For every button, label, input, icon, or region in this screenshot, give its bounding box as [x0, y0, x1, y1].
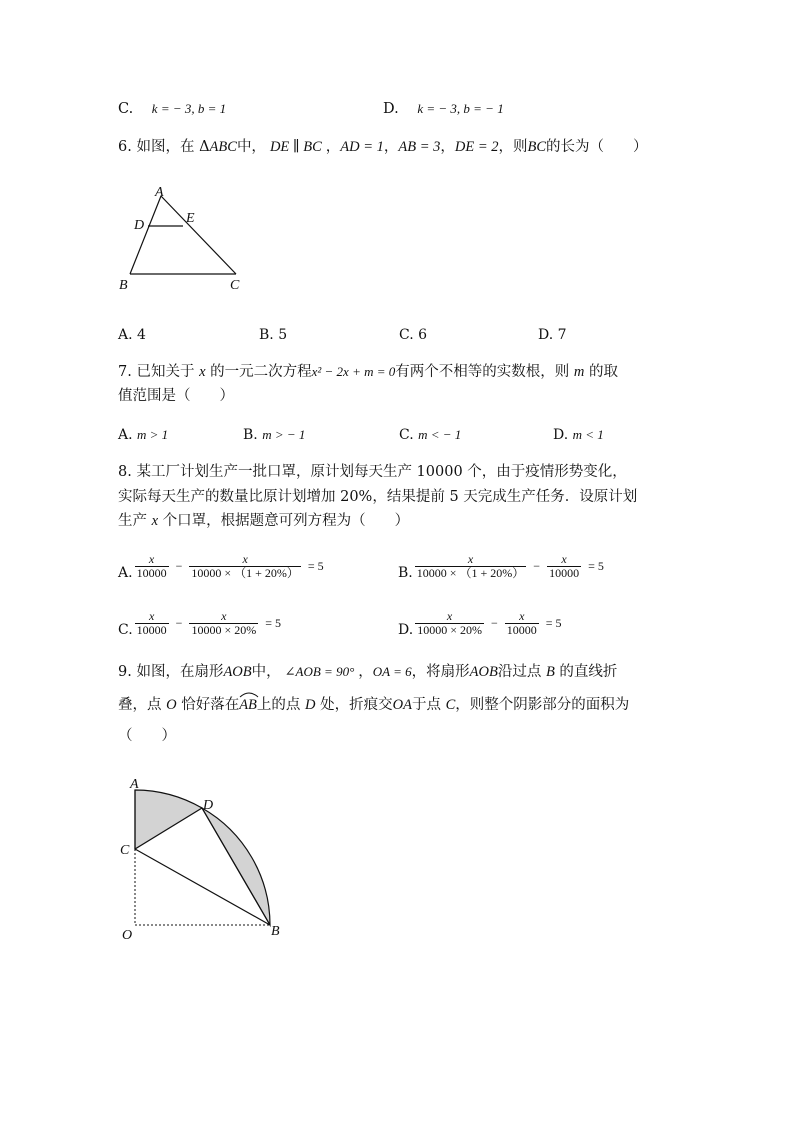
vertex-label-d: D — [134, 218, 145, 233]
q6-option-c[interactable]: C. 6 — [399, 327, 428, 343]
vertex-label-c: C — [230, 278, 240, 293]
option-label: C. — [118, 622, 133, 638]
q8-option-c[interactable] — [118, 606, 286, 640]
q6-stem: 6. 如图，在 ΔABC中， DE ∥ BC ，AD = 1，AB = 3，DE = 2，则BC的长为（ ） — [118, 139, 648, 155]
fraction: $\frac{x}{10000}$ — [549, 551, 580, 580]
option-label: A. — [118, 565, 133, 581]
fraction: $\frac{x}{10000 \times (1 + 20\%)}$ — [416, 551, 525, 580]
q9-stem-line2: 叠，点 O 恰好落在 AB上的点 D 处，折痕交OA于点 C，则整个阴影部分的面积为 — [118, 695, 629, 715]
q8-stem-line2: 实际每天生产的数量比原计划增加 20%，结果提前 5 天完成生产任务．设原计划 — [118, 489, 638, 505]
q5-option-d[interactable] — [383, 99, 504, 119]
option-expression: k = − 3, b = 1 — [151, 101, 227, 116]
fraction: $\frac{x}{10000 \times 20\%}$ — [417, 608, 482, 637]
fraction: $\frac{x}{10000 \times (1 + 20\%)}$ — [191, 551, 299, 580]
q8-option-d[interactable] — [398, 606, 567, 640]
fraction: $\frac{x}{10000}$ — [506, 608, 537, 637]
point-label-c: C — [120, 843, 130, 858]
q7-option-a[interactable]: A. m > 1 — [118, 427, 169, 443]
q8-stem-line3: 生产 x 个口罩，根据题意可列方程为（ ） — [118, 513, 410, 529]
q6-option-d[interactable]: D. 7 — [538, 327, 567, 343]
quadratic-equation: x² − 2x + m = 0 — [311, 364, 396, 379]
option-equation: $\frac{x}{10000}$ − $\frac{x}{10000 \times 20\%}$ = 5 — [136, 608, 281, 637]
q9-sector-figure — [112, 772, 292, 952]
vertex-label-b: B — [119, 278, 128, 293]
point-label-o: O — [122, 928, 133, 943]
q8-option-a[interactable] — [118, 549, 329, 583]
q9-stem-line3: （ ） — [118, 728, 176, 744]
q6-triangle-figure — [112, 182, 252, 297]
fraction: $\frac{x}{10000}$ — [136, 551, 167, 580]
vertex-label-e: E — [186, 211, 195, 226]
option-expression: k = − 3, b = − 1 — [417, 101, 504, 116]
option-label: B. — [398, 565, 413, 581]
q6-option-a[interactable]: A. 4 — [118, 327, 146, 343]
q7-option-d[interactable]: D. m < 1 — [553, 427, 604, 443]
q8-stem-line1: 8. 某工厂计划生产一批口罩，原计划每天生产 10000 个，由于疫情形势变化， — [118, 464, 627, 480]
q7-option-c[interactable]: C. m < − 1 — [399, 427, 462, 443]
option-label: D. — [398, 622, 414, 638]
q7-option-b[interactable]: B. m > − 1 — [243, 427, 306, 443]
shaded-region-top — [135, 790, 202, 849]
point-label-b: B — [271, 924, 280, 939]
option-equation: $\frac{x}{10000}$ − $\frac{x}{10000 \times (1 + 20\%)}$ = 5 — [136, 551, 324, 580]
point-label-a: A — [130, 777, 139, 792]
q9-stem-line1: 9. 如图，在扇形AOB中， ∠AOB = 90° ，OA = 6，将扇形AOB沿过点 B 的直线折 — [118, 664, 618, 680]
arc-ab-notation: AB — [239, 695, 257, 715]
fraction: $\frac{x}{10000 \times 20\%}$ — [191, 608, 257, 637]
option-equation: $\frac{x}{10000 \times (1 + 20\%)}$ − $\frac{x}{10000}$ = 5 — [416, 551, 604, 580]
q7-stem-line1: 7. 已知关于 x 的一元二次方程x² − 2x + m = 0有两个不相等的实数根，则 m 的取 — [118, 364, 618, 380]
q7-stem-line2: 值范围是（ ） — [118, 388, 234, 404]
option-label: D. — [383, 101, 399, 117]
point-label-d: D — [203, 798, 214, 813]
q8-option-b[interactable] — [398, 549, 609, 583]
option-label: C. — [118, 101, 134, 117]
vertex-label-a: A — [155, 185, 164, 200]
q6-option-b[interactable]: B. 5 — [259, 327, 288, 343]
q5-option-c[interactable] — [118, 99, 226, 119]
option-equation: $\frac{x}{10000 \times 20\%}$ − $\frac{x}{10000}$ = 5 — [417, 608, 562, 637]
fraction: $\frac{x}{10000}$ — [136, 608, 167, 637]
